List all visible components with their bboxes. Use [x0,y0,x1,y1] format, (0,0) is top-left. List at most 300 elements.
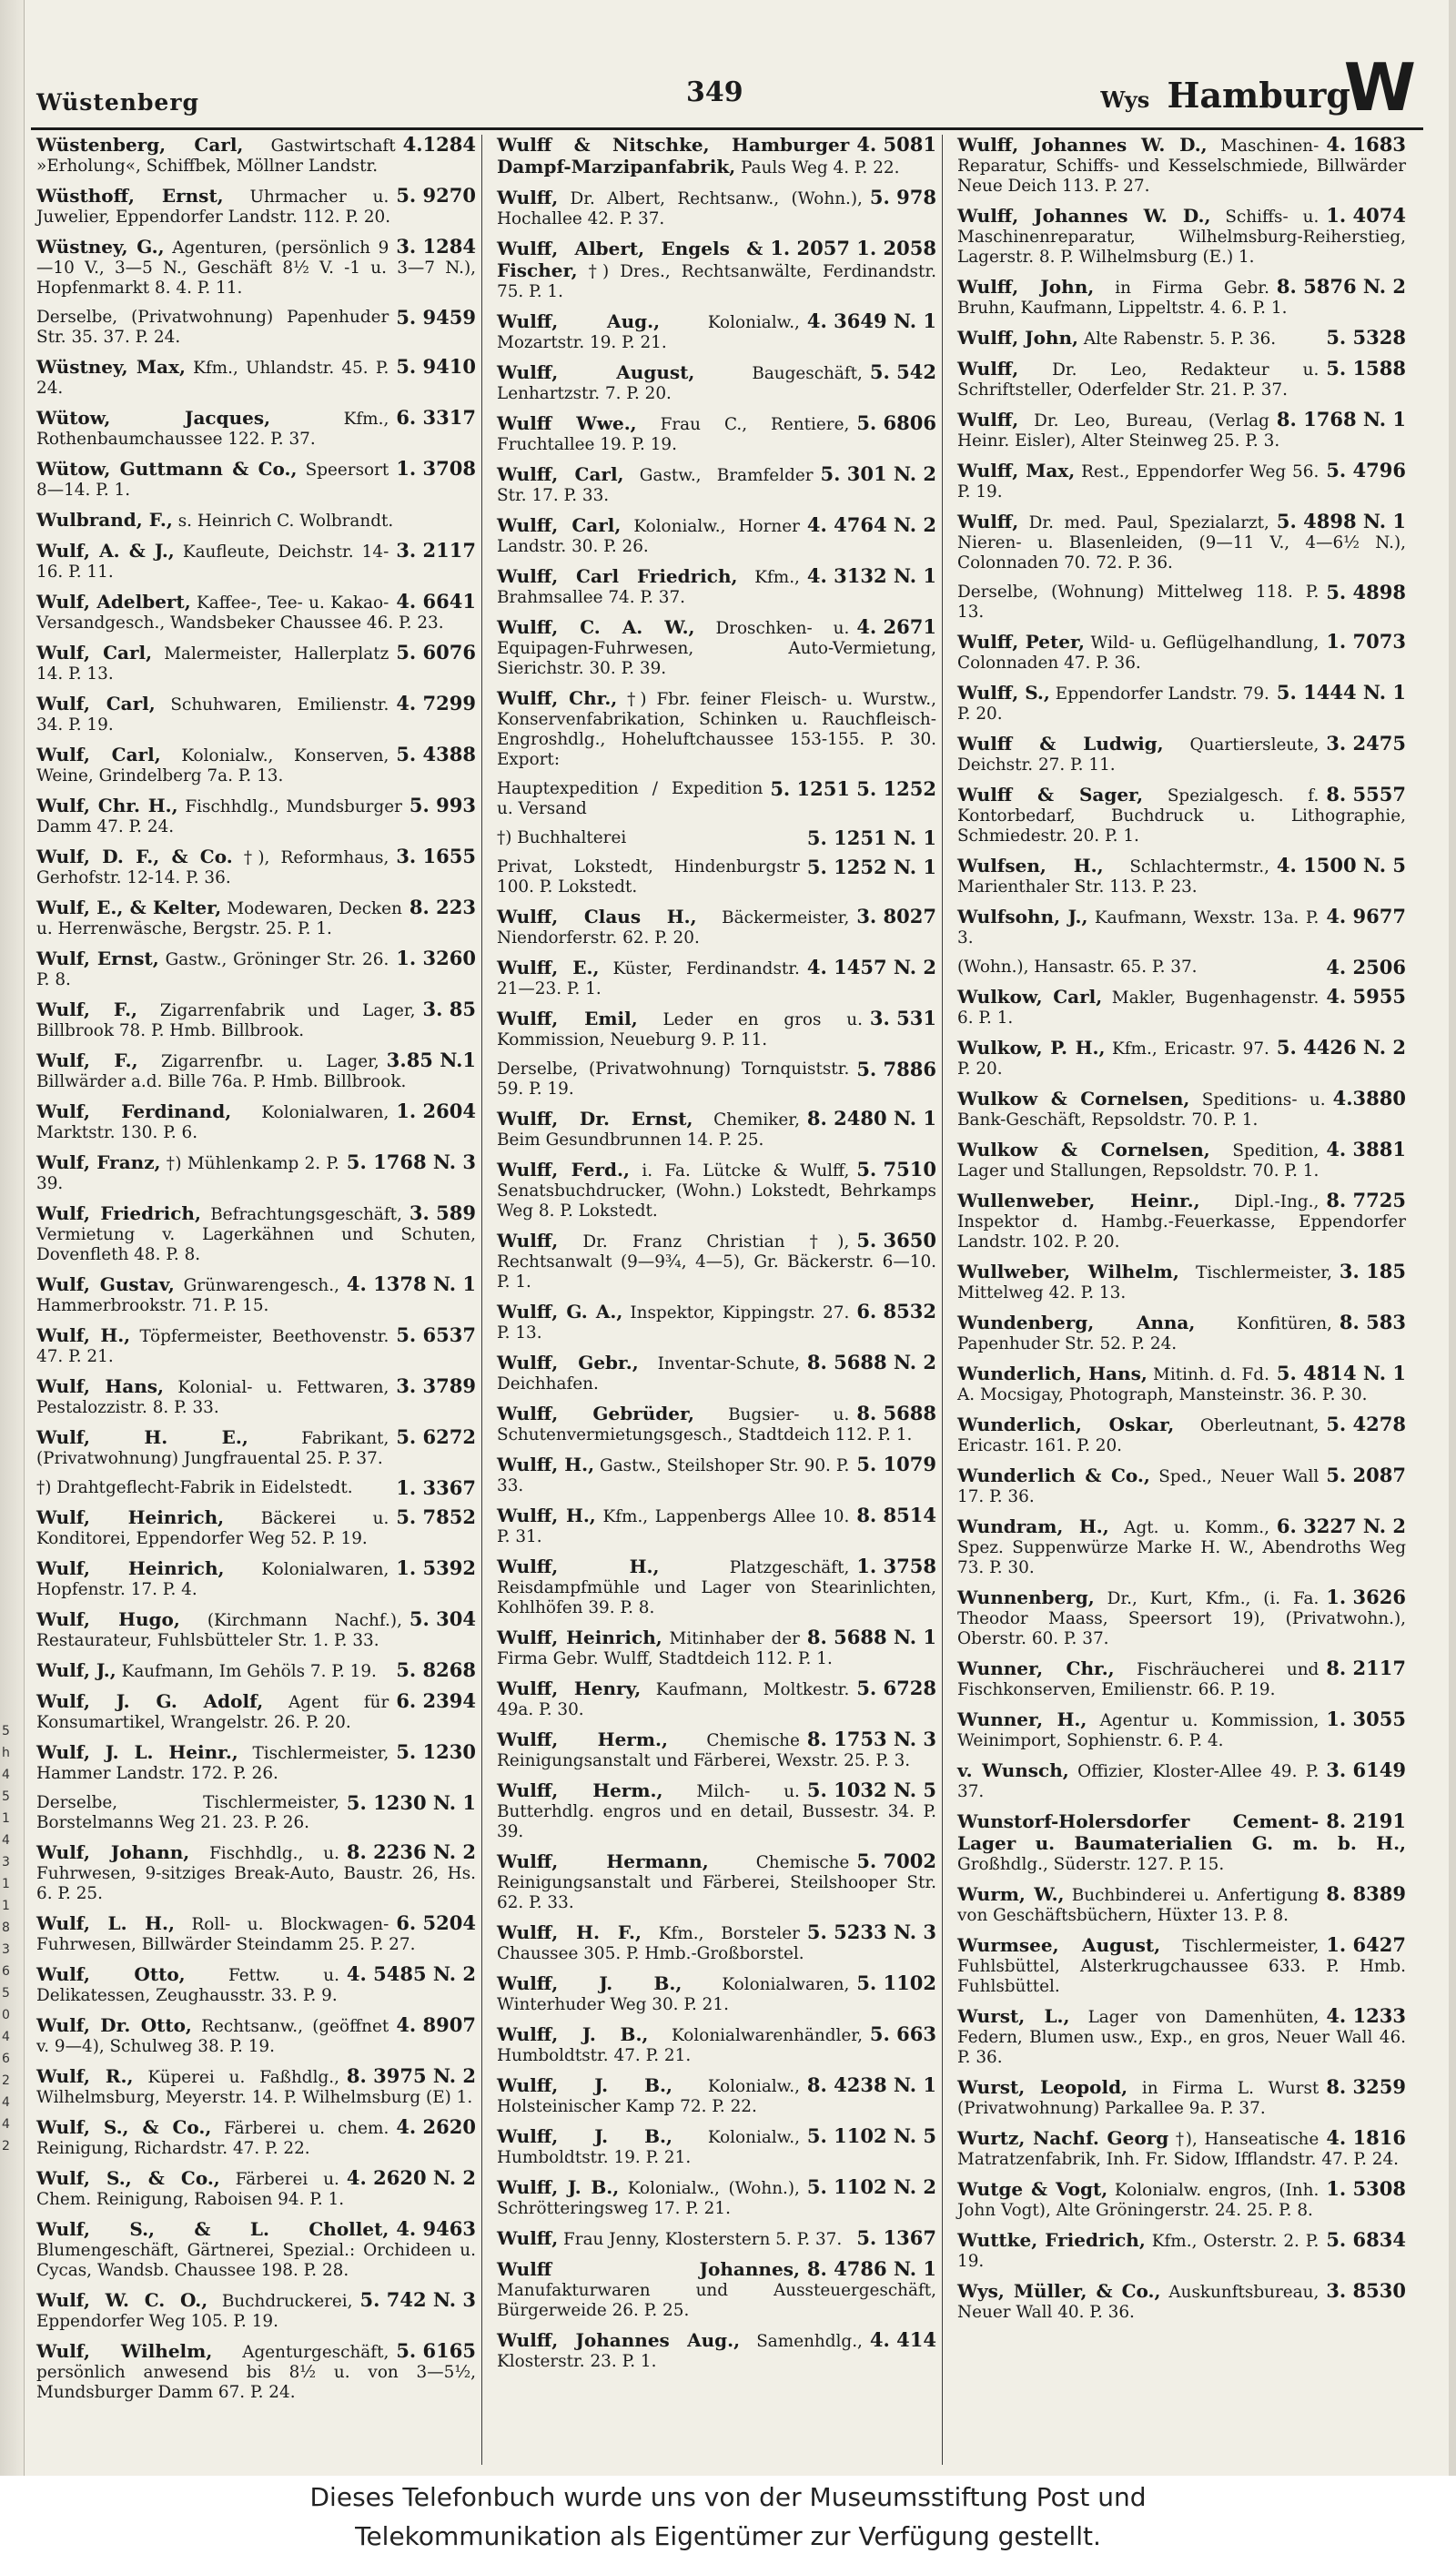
entry-phone-number: 5. 1588 [1326,357,1406,380]
directory-entry [491,1627,942,1669]
entry-details: Eppendorfer Landstr. 79. P. 20. [957,684,1269,724]
entry-name: Wulf, Heinrich, [36,1506,225,1528]
margin-mark: 1 [2,1811,10,1826]
entry-details: Hauptexpedition / Expedition u. Versand [497,779,763,818]
entry-details: Inventar-Schute, Deichhafen. [497,1354,800,1394]
margin-mark: 5 [2,1789,10,1804]
entry-name: Wunner, H., [957,1708,1087,1730]
directory-entry [491,1302,942,1343]
entry-phone-number: 3. 1655 [396,845,476,867]
entry-details: Spezialgesch. f. Kontorbedarf, Buchdruck u. Lithographie, Schmiedestr. 20. P. 1. [957,786,1406,846]
entry-phone-number: 4. 3881 [1326,1138,1406,1160]
entry-name: Wulf, S., & Co., [36,2116,212,2138]
entry-details: Kolonialwarenhändler, Humboldtstr. 47. P. 21. [497,2026,863,2065]
entry-name: Wulf, Otto, [36,1963,186,1985]
entry-details: Pauls Weg 4. P. 22. [741,158,900,177]
entry-details: Modewaren, Decken u. Herrenwäsche, Bergstr. 25. P. 1. [36,899,402,938]
entry-name: Wulff, Johannes W. D., [957,205,1211,227]
directory-entry [491,958,942,999]
entry-details: Kolonialw., Mozartstr. 19. P. 21. [497,313,800,352]
entry-details: Bäckerei u. Konditorei, Eppendorfer Weg 52. P. 19. [36,1509,389,1548]
entry-name: Wurm, W., [957,1883,1065,1905]
entry-phone-number: 5. 1251 5. 1252 [770,777,936,800]
directory-entry [31,1691,481,1733]
margin-mark: 6 [2,2052,10,2066]
entry-name: Wulbrand, F., [36,509,173,531]
entry-details: Fabrikant, (Privatwohnung) Jungfrauental 25. P. 37. [36,1429,389,1468]
entry-details: Tischlermeister, Hammer Landstr. 172. P. 26. [36,1744,389,1783]
directory-entry [491,2177,942,2219]
entry-name: Wulf, W. C. O., [36,2289,208,2311]
directory-entry [31,2341,481,2403]
entry-name: Wulff, Herm., [497,1728,668,1750]
directory-entry [491,688,942,770]
entry-details: Zigarrenfbr. u. Lager, Billwärder a.d. Bille 76a. P. Hmb. Billbrook. [36,1052,407,1091]
directory-entry [31,1913,481,1955]
entry-phone-number: 4. 5485 N. 2 [346,1962,476,1985]
entry-phone-number: 8. 4786 N. 1 [806,2257,936,2280]
directory-entry [491,779,942,819]
directory-entry [31,135,481,177]
entry-phone-number: 5. 2087 [1326,1464,1406,1486]
directory-entry [31,1842,481,1904]
entry-name: Wulff, J. B., [497,1972,682,1994]
entry-phone-number: 6. 5204 [396,1911,476,1934]
entry-name: Wutge & Vogt, [957,2178,1108,2200]
entry-name: Wulff, C. A. W., [497,616,695,638]
entry-name: Wulff, Carl Friedrich, [497,565,738,587]
entry-phone-number: 1. 3260 [396,947,476,969]
entry-phone-number: 6. 3227 N. 2 [1276,1515,1406,1537]
entry-name: Wulkow, Carl, [957,986,1103,1008]
directory-entry [491,413,942,455]
directory-entry [491,828,942,848]
entry-name: Wüsthoff, Ernst, [36,185,224,207]
entry-name: Wulkow & Cornelsen, [957,1139,1210,1160]
entry-phone-number: 4. 9677 [1326,905,1406,927]
directory-entry [491,1780,942,1842]
entry-name: Wulff, Peter, [957,631,1085,653]
directory-entry [491,2024,942,2066]
directory-entry [491,2126,942,2168]
entry-phone-number: 3. 531 [869,1007,936,1029]
entry-details: Oberleutnant, Ericastr. 161. P. 20. [957,1416,1320,1455]
entry-phone-number: 5. 1252 N. 1 [806,856,936,878]
directory-entry [952,1884,1411,1926]
entry-details: Gastwirtschaft »Erholung«, Schiffbek, Möllner Landstr. [36,137,396,176]
entry-phone-number: 5. 5233 N. 3 [806,1921,936,1943]
entry-phone-number: 5. 1102 [856,1971,936,1994]
directory-entry [31,2015,481,2057]
entry-name: Wullenweber, Heinr., [957,1190,1200,1211]
entry-name: Wulf, Carl, [36,693,156,715]
entry-name: Wulf, J. G. Adolf, [36,1690,264,1712]
entry-details: Kaffee-, Tee- u. Kakao-Versandgesch., Wandsbeker Chaussee 46. P. 23. [36,593,444,633]
entry-details: †) Dres., Rechtsanwälte, Ferdinandstr. 75. P. 1. [497,262,936,301]
entry-name: Wulf, J., [36,1659,116,1681]
entry-details: Fischhdlg., Mundsburger Damm 47. P. 24. [36,797,402,836]
entry-name: Wunnenberg, [957,1586,1095,1608]
entry-phone-number: 6. 8532 [856,1300,936,1323]
entry-phone-number: 5. 4388 [396,743,476,765]
entry-details: Grünwarengesch., Hammerbrookstr. 71. P. 15. [36,1276,339,1315]
entry-phone-number: 4. 3132 N. 1 [806,564,936,587]
entry-phone-number: 8. 223 [409,896,476,918]
directory-entry [491,1008,942,1050]
entry-details: Kfm., Rothenbaumchaussee 122. P. 37. [36,410,389,449]
directory-entry [952,632,1411,674]
entry-phone-number: 5. 9410 [396,355,476,378]
entry-phone-number: 1. 3626 [1326,1586,1406,1608]
margin-mark: 4 [2,1833,10,1848]
entry-name: Wulf, L. H., [36,1912,175,1934]
entry-phone-number: 5. 978 [869,186,936,208]
entry-phone-number: 5. 1768 N. 3 [346,1150,476,1173]
entry-name: Wulff, [957,358,1019,380]
directory-entry [491,187,942,229]
directory-entry [491,311,942,353]
entry-name: Wulff & Nitschke, Hamburger Dampf-Marzipanfabrik, [497,135,850,177]
directory-entry [31,745,481,786]
entry-phone-number: 8. 7725 [1326,1189,1406,1211]
margin-mark: 2 [2,2073,10,2088]
entry-details: Färberei u. chem. Reinigung, Richardstr. 47. P. 22. [36,2119,389,2158]
entry-name: Wulff, Ferd., [497,1159,630,1181]
directory-entry [31,897,481,939]
entry-name: Wulff, Carl, [497,463,624,485]
directory-entry [952,2077,1411,2119]
directory-entry [491,1231,942,1292]
directory-entry [952,2179,1411,2221]
directory-column-1 [31,135,482,2465]
entry-phone-number: 4. 3649 N. 1 [806,309,936,332]
entry-details: Manufakturwaren und Aussteuergeschäft, Bürgerweide 26. P. 25. [497,2281,936,2320]
entry-phone-number: 4.1284 [402,135,476,156]
entry-details: Samenhdlg., Klosterstr. 23. P. 1. [497,2332,863,2371]
entry-phone-number: 8. 5688 N. 1 [806,1626,936,1648]
entry-details: Speersort 8—14. P. 1. [36,461,389,500]
entry-details: Agenturgeschäft, persönlich anwesend bis 8½ u. von 3—5½, Mundsburger Damm 67. P. 24. [36,2343,476,2402]
entry-phone-number: 1. 3758 [856,1555,936,1577]
directory-entry [952,461,1411,502]
entry-phone-number: 5. 7886 [856,1058,936,1080]
directory-entry [31,1050,481,1092]
entry-phone-number: 5. 1079 [856,1453,936,1475]
entry-details: Agt. u. Komm., Spez. Suppenwürze Marke H. W., Abendroths Weg 73. P. 30. [957,1518,1406,1577]
entry-phone-number: 5. 542 [869,360,936,383]
entry-details: Sped., Neuer Wall 17. P. 36. [957,1467,1320,1506]
directory-entry [491,1454,942,1496]
entry-name: Wulff, Herm., [497,1779,663,1801]
entry-name: Wulff, H. F., [497,1921,642,1943]
entry-details: Großhdlg., Süderstr. 127. P. 15. [957,1855,1225,1874]
entry-name: Wunderlich, Oskar, [957,1414,1175,1435]
entry-phone-number: 5. 6076 [396,641,476,664]
entry-details: Derselbe, (Wohnung) Mittelweg 118. P. 13. [957,583,1320,622]
directory-entry [952,135,1411,197]
entry-name: Wulf, A. & J., [36,540,175,562]
directory-entry [491,1851,942,1913]
entry-name: Wulff, J. B., [497,2023,649,2045]
entry-name: Wulff Wwe., [497,412,637,434]
entry-phone-number: 1. 3708 [396,457,476,480]
entry-phone-number: 4. 7299 [396,692,476,715]
entry-details: Fischhdlg., u. Fuhrwesen, 9-sitziges Break-Auto, Baustr. 26, Hs. 6. P. 25. [36,1844,476,1903]
entry-name: Wulff, [957,409,1019,431]
directory-entry [31,1101,481,1143]
directory-entry [31,237,481,299]
entry-phone-number: 4. 2620 N. 2 [346,2166,476,2189]
entry-name: Wulff, Johannes Aug., [497,2329,741,2351]
entry-details: Dr. Franz Christian †), Rechtsanwalt (9—9¾, 4—5), Gr. Bäckerstr. 6—10. P. 1. [497,1232,936,1292]
entry-phone-number: 4. 5081 [856,135,936,156]
entry-details: Mitinh. d. Fd. A. Mocsigay, Photograph, Mansteinstr. 36. P. 30. [957,1365,1368,1404]
entry-details: Küster, Ferdinandstr. 21—23. P. 1. [497,959,800,998]
directory-entry [31,1742,481,1784]
entry-details: i. Fa. Lütcke & Wulff, Senatsbuchdrucker, (Wohn.) Lokstedt, Behrkamps Weg 8. P. Lokstedt. [497,1161,936,1221]
entry-details: †) Drahtgeflecht-Fabrik in Eidelstedt. [36,1478,353,1497]
directory-entry [952,1658,1411,1700]
entry-phone-number: 4. 1378 N. 1 [346,1272,476,1295]
entry-name: Wulff & Ludwig, [957,733,1164,755]
directory-entry [31,1203,481,1265]
entry-name: Wulff, Aug., [497,310,661,332]
entry-phone-number: 5. 304 [409,1607,476,1630]
entry-details: Kolonialw., (Wohn.), Schrötteringsweg 17. P. 21. [497,2179,800,2218]
entry-name: Wundenberg, Anna, [957,1312,1196,1333]
entry-details: Blumengeschäft, Gärtnerei, Spezial.: Orchideen u. Cycas, Wandsb. Chaussee 198. P. 28. [36,2241,476,2280]
entry-details: Derselbe, (Privatwohnung) Papenhuder Str. 35. 37. P. 24. [36,308,389,347]
entry-name: Wulff, J. B., [497,2125,672,2147]
entry-details: Buchbinderei u. Anfertigung von Geschäftsbüchern, Hüxter 13. P. 8. [957,1886,1320,1925]
entry-name: Wurst, Leopold, [957,2076,1128,2098]
entry-name: Wulff, J. B., [497,2074,672,2096]
entry-details: Droschken- u. Equipagen-Fuhrwesen, Auto-Vermietung, Sierichstr. 30. P. 39. [497,619,936,678]
entry-details: Kolonialwaren, Winterhuder Weg 30. P. 21. [497,1975,850,2014]
margin-mark: 6 [2,1964,10,1979]
directory-entry [952,1140,1411,1181]
entry-phone-number: 5. 6165 [396,2339,476,2362]
directory-column-2 [491,135,943,2465]
directory-entry [31,1964,481,2006]
entry-details: Platzgeschäft, Reisdampfmühle und Lager von Stearinlichten, Kohlhöfen 39. P. 8. [497,1558,936,1617]
directory-entry [31,186,481,228]
entry-phone-number: 5. 742 N. 3 [359,2288,476,2311]
entry-details: Kolonialw., Horner Landstr. 30. P. 26. [497,517,800,556]
entry-phone-number: 1. 2057 1. 2058 [770,237,936,259]
entry-name: Wunderlich & Co., [957,1464,1150,1486]
entry-phone-number: 6. 2394 [396,1689,476,1712]
directory-entry [952,958,1411,978]
entry-name: Wulf, Friedrich, [36,1202,201,1224]
entry-phone-number: 5. 7510 [856,1158,936,1181]
entry-details: Fettw. u. Delikatessen, Zeughausstr. 33. P. 9. [36,1966,339,2005]
entry-name: Wulf, R., [36,2065,134,2087]
directory-columns [31,135,1423,2465]
entry-details: Dr. Leo, Bureau, (Verlag Heinr. Eisler), Alter Steinweg 25. P. 3. [957,411,1280,451]
directory-entry [31,2290,481,2332]
entry-details: Gastw., Steilshoper Str. 90. P. 33. [497,1456,850,1495]
directory-entry [491,566,942,608]
entry-phone-number: 1. 6427 [1326,1933,1406,1956]
entry-name: Wulff, Albert, Engels & Fischer, [497,238,763,281]
entry-phone-number: 8. 1753 N. 3 [806,1728,936,1750]
header-left-keyword: Wüstenberg [36,89,199,116]
entry-details: Milch- u. Butterhdlg. engros und en detail, Bussestr. 34. P. 39. [497,1782,936,1841]
directory-entry [31,510,481,532]
directory-entry [952,1414,1411,1456]
directory-entry [31,408,481,450]
entry-phone-number: 5. 3650 [856,1229,936,1252]
directory-entry [491,464,942,506]
entry-name: Wulf, Carl, [36,744,161,765]
directory-entry [31,694,481,735]
directory-entry [31,1427,481,1469]
directory-entry [952,734,1411,775]
page-right-edge [1449,0,1456,2476]
directory-entry [952,328,1411,350]
entry-details: †), Reformhaus, Gerhofstr. 12-14. P. 36. [36,848,389,887]
entry-phone-number: 8. 2480 N. 1 [806,1107,936,1130]
entry-phone-number: 3. 185 [1339,1260,1406,1282]
entry-name: Wulkow & Cornelsen, [957,1088,1190,1110]
entry-name: Wulf, F., [36,998,137,1020]
directory-entry [31,1558,481,1600]
margin-mark: 4 [2,1768,10,1782]
entry-details: Kolonialwaren, Marktstr. 130. P. 6. [36,1103,389,1142]
entry-name: Wulff, August, [497,361,695,383]
directory-entry [952,410,1411,451]
entry-details: Dipl.-Ing., Inspektor d. Hambg.-Feuerkasse, Eppendorfer Landstr. 102. P. 20. [957,1192,1406,1252]
entry-name: Wulff, E., [497,957,600,978]
entry-details: Chemische Reinigungsanstalt und Färberei, Steilshooper Str. 62. P. 33. [497,1853,936,1912]
directory-entry [31,796,481,837]
directory-entry [952,1465,1411,1507]
entry-phone-number: 5. 6806 [856,411,936,434]
entry-phone-number: 5. 4898 N. 1 [1276,510,1406,532]
entry-phone-number: 4. 2620 [396,2115,476,2138]
entry-phone-number: 3. 589 [409,1201,476,1224]
directory-entry [952,987,1411,1029]
entry-name: Wulf, Chr. H., [36,795,178,816]
entry-name: Wulf, H. E., [36,1426,248,1448]
directory-entry [952,907,1411,948]
entry-name: Wulkow, P. H., [957,1037,1106,1059]
entry-name: Wulff & Sager, [957,784,1144,806]
directory-entry [952,1363,1411,1405]
entry-phone-number: 3. 1284 [396,235,476,258]
entry-phone-number: 1. 3055 [1326,1708,1406,1730]
directory-entry [952,1811,1411,1875]
entry-details: Kolonialw., Humboldtstr. 19. P. 21. [497,2128,800,2167]
entry-phone-number: 4. 1500 N. 5 [1276,854,1406,877]
entry-details: Rest., Eppendorfer Weg 56. P. 19. [957,462,1320,502]
entry-name: Wüstney, G., [36,236,165,258]
entry-details: Zigarrenfabrik und Lager, Billbrook 78. P. Hmb. Billbrook. [36,1001,416,1040]
entry-name: Wulf, S., & Co., [36,2167,220,2189]
entry-name: Wulff, H., [497,1454,595,1475]
entry-details: Befrachtungsgeschäft, Vermietung v. Lagerkähnen und Schuten, Dovenfleth 48. P. 8. [36,1205,476,1264]
entry-phone-number: 8. 5557 [1326,783,1406,806]
entry-details: Quartiersleute, Deichstr. 27. P. 11. [957,735,1320,775]
directory-entry [491,1678,942,1720]
entry-details: Kaufleute, Deichstr. 14-16. P. 11. [36,542,389,582]
entry-details: Frau Jenny, Klosterstern 5. P. 37. [563,2230,843,2249]
entry-phone-number: 4. 1233 [1326,2004,1406,2027]
directory-entry [952,1089,1411,1130]
directory-entry [491,1556,942,1618]
entry-phone-number: 5. 6728 [856,1677,936,1699]
entry-name: Wulf, Franz, [36,1151,161,1173]
entry-phone-number: 8. 2236 N. 2 [346,1840,476,1863]
entry-details: Dr. med. Paul, Spezialarzt, Nieren- u. Blasenleiden, (9—11 V., 4—6½ N.), Colonnaden 70. 72. P. 36. [957,513,1406,573]
entry-name: Wulf, Ferdinand, [36,1100,232,1122]
entry-name: Wulff, [497,2227,559,2249]
entry-details: in Firma L. Wurst (Privatwohnung) Parkallee 9a. P. 37. [957,2079,1320,2118]
entry-name: Wurst, L., [957,2005,1070,2027]
entry-details: Kaufmann, Wexstr. 13a. P. 3. [957,908,1320,948]
entry-phone-number: 5. 4278 [1326,1413,1406,1435]
directory-entry [952,2230,1411,2272]
margin-mark: 3 [2,1942,10,1957]
entry-name: Wulff, H., [497,1505,596,1526]
entry-details: Lager von Damenhüten, Federn, Blumen usw., Exp., en gros, Neuer Wall 46. P. 36. [957,2008,1406,2067]
entry-name: Wütow, Guttmann & Co., [36,458,298,480]
entry-phone-number: 5. 9459 [396,306,476,329]
entry-details: Tischlermeister, Fuhlsbüttel, Alsterkrugchaussee 633. P. Hmb. Fuhlsbüttel. [957,1937,1406,1996]
entry-phone-number: 8. 2117 [1326,1657,1406,1679]
entry-name: Wulf, Adelbert, [36,591,191,613]
footer-notice [0,2476,1456,2554]
entry-details: Dr. Albert, Rechtsanw., (Wohn.), Hochallee 42. P. 37. [497,189,863,228]
entry-details: Derselbe, Tischlermeister, Borstelmanns Weg 21. 23. P. 26. [36,1793,339,1832]
entry-details: †) Fbr. feiner Fleisch- u. Wurstw., Konservenfabrikation, Schinken u. Rauchfleisch-Engroshdlg., Hoheluftchaussee 153-155. P. 30. Export: [497,690,936,769]
entry-details: Kolonialw. engros, (Inh. John Vogt), Alte Gröningerstr. 24. 25. P. 8. [957,2181,1320,2220]
directory-entry [31,592,481,633]
entry-name: Wulf, F., [36,1049,138,1071]
entry-details: Auskunftsbureau, Neuer Wall 40. P. 36. [957,2283,1320,2322]
margin-mark: 4 [2,2117,10,2132]
entry-name: Wulff, John, [957,327,1078,349]
entry-details: Tischlermeister, Mittelweg 42. P. 13. [957,1263,1332,1302]
entry-name: Wulff, Heinrich, [497,1627,662,1648]
entry-details: (Kirchmann Nachf.), Restaurateur, Fuhlsbütteler Str. 1. P. 33. [36,1611,402,1650]
entry-details: Agent für Konsumartikel, Wrangelstr. 26. P. 20. [36,1693,389,1732]
directory-entry [952,1760,1411,1802]
entry-details: Leder en gros u. Kommission, Neueburg 9. P. 11. [497,1010,863,1049]
entry-details: Kfm., Osterstr. 2. P. 19. [957,2232,1320,2271]
directory-entry [952,1935,1411,1997]
entry-name: Wulf, Carl, [36,642,153,664]
directory-entry [491,617,942,679]
entry-phone-number: 4. 1683 [1326,135,1406,156]
entry-phone-number: 6. 3317 [396,406,476,429]
entry-details: Bäckermeister, Niendorferstr. 62. P. 20. [497,908,850,948]
directory-entry [491,1160,942,1221]
entry-name: Wulf, Hugo, [36,1608,180,1630]
entry-details: Färberei u. Chem. Reinigung, Raboisen 94. P. 1. [36,2170,345,2209]
entry-details: Mitinhaber der Firma Gebr. Wulff, Stadtdeich 112. P. 1. [497,1629,833,1668]
directory-entry [31,999,481,1041]
margin-mark: 4 [2,2095,10,2110]
directory-entry [952,1516,1411,1578]
directory-entry [31,1609,481,1651]
entry-details: Uhrmacher u. Juwelier, Eppendorfer Landstr. 112. P. 20. [36,187,391,227]
entry-name: Wulff, Gebrüder, [497,1403,695,1424]
entry-details: Kolonialw., Holsteinischer Kamp 72. P. 22. [497,2077,800,2116]
entry-phone-number: 5. 8268 [396,1658,476,1681]
directory-entry [31,2066,481,2108]
